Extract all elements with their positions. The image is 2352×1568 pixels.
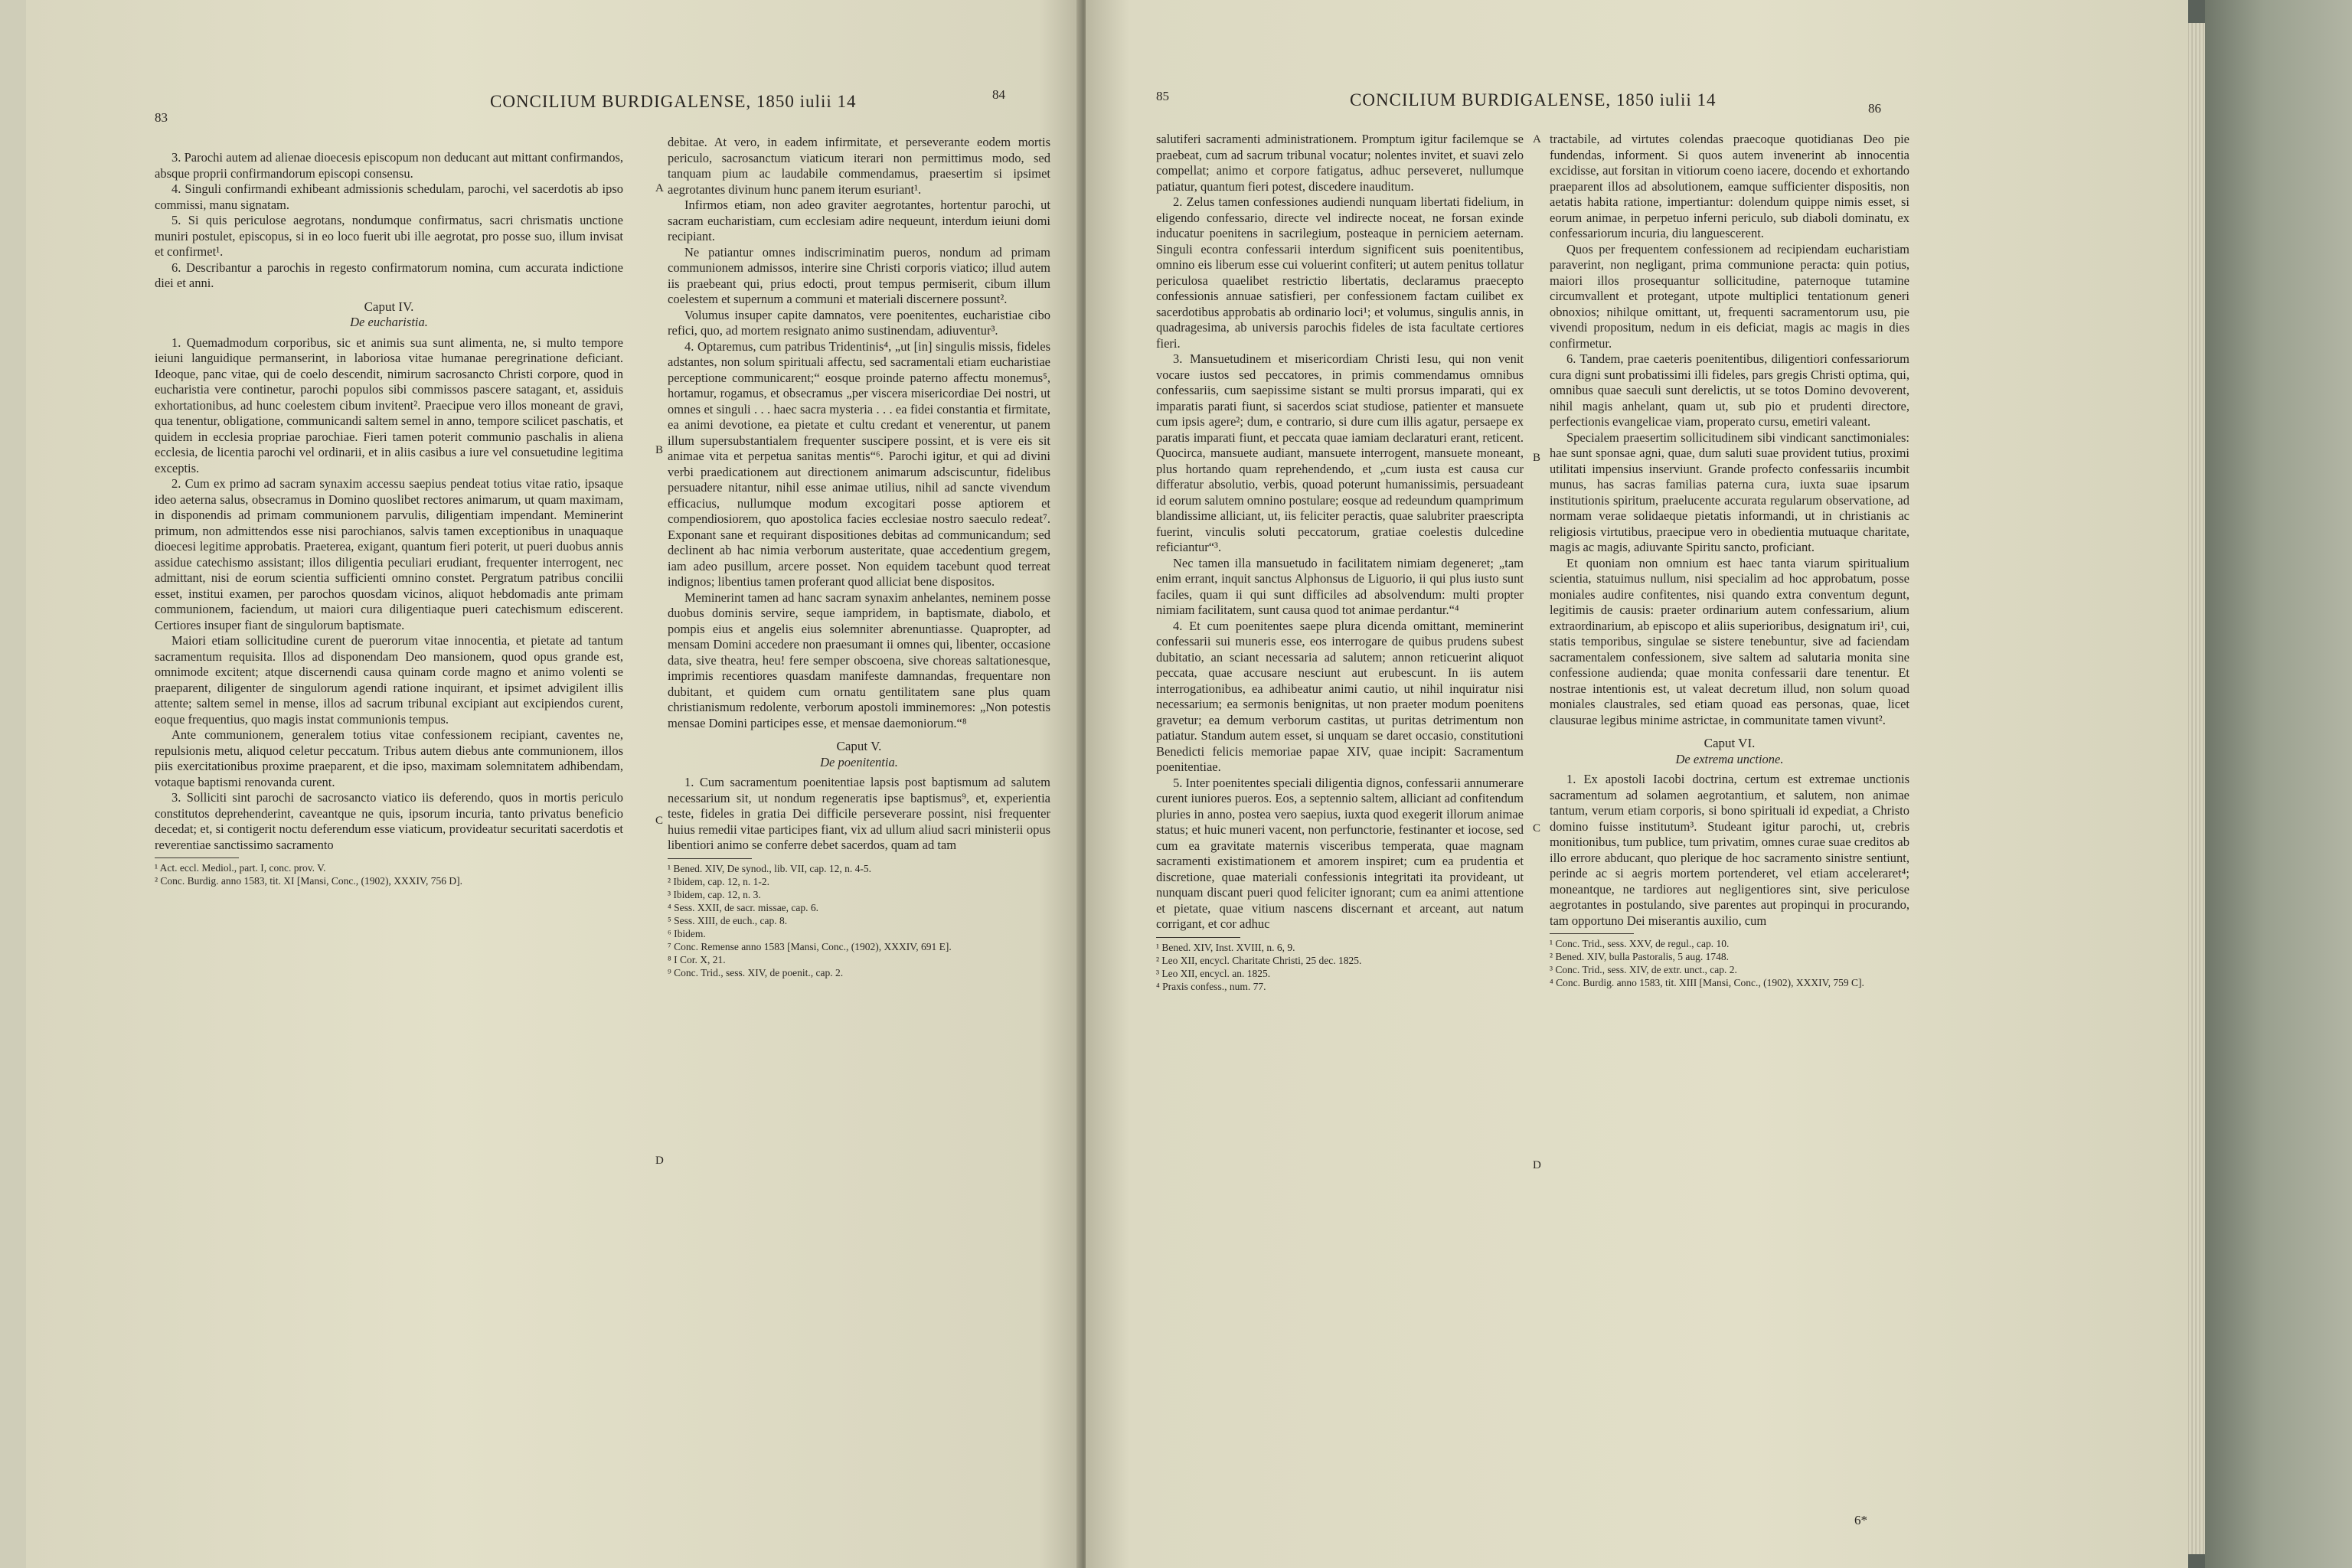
margin-letter-c: C (1533, 822, 1541, 835)
page-number-83: 83 (155, 110, 168, 125)
paragraph: 1. Quemadmodum corporibus, sic et animis sua sunt alimenta, ne, si multo tempore ieiuni languidique permanserint, in laboriosa vitae humanae peregrinatione deficiant. Ideoque, panc vitae, qui de coelo descendit, nimirum sacrosancto Christi corpore, quod in eucharistia vere continetur, parochi populos sibi commissos pascere satagant, et, assiduis exhortationibus, ad hunc coelestem cibum invitent². Praecipue vero illos moneant de gravi, qua tenentur, obligatione, communicandi saltem semel in anno, tempore scilicet paschatis, et quidem in ecclesia propriae parochiae. Fieri tamen poterit communio paschalis in aliena ecclesia, de licentia parochi vel ordinarii, et in aliis casibus a iure vel consuetudine legitima exceptis. (155, 335, 623, 475)
footnote: ³ Conc. Trid., sess. XIV, de extr. unct., cap. 2. (1550, 964, 1737, 975)
paragraph-group (1550, 132, 1909, 728)
column-1 (155, 150, 623, 887)
footnote: ⁵ Sess. XIII, de euch., cap. 8. (668, 914, 788, 926)
footnote: ³ Leo XII, encycl. an. 1825. (1156, 967, 1271, 979)
paragraph: Nec tamen illa mansuetudo in facilitatem nimiam degeneret; „tam enim errant, inquit sanctus Alphonsus de Liguorio, ii qui plus iusto sunt faciles, quam ii qui sunt difficiles ad absolvendum: multi propter nimiam facilitatem, sunt causa quod tot animae perdantur.“⁴ (1156, 555, 1524, 617)
column-4 (1550, 132, 1909, 989)
margin-letter-d: D (655, 1155, 664, 1167)
footnote: ² Conc. Burdig. anno 1583, tit. XI [Mansi, Conc., (1902), XXXIV, 756 D]. (155, 875, 463, 887)
chapter-title: Caput V. (836, 739, 882, 753)
paragraph: 3. Mansuetudinem et misericordiam Christi Iesu, qui non venit vocare iustos sed peccatores, in primis commendamus omnibus confessariis, cum saepissime sistant se multi prorsus imparati, qui ex imparatis parati fiunt, si sacerdos sciat studiose, patienter et mansuete cum ipsis agere²; dum, e contrario, si dure cum illis agatur, persaepe ex paratis imparati fiunt, et peccata quae iamiam declaraturi erant, reticent. Quocirca, mansuete audiant, mansuete interrogent, mansuete moneant, plus hortando quam reprehendendo, et „cum iusta est causa cur differatur absolutio, verbis, quoad poterunt humanissimis, persuadeant id eorum salutem omnino postulare; eosque ad redeundum quamprimum blandissime alliciant, ut, iis feliciter peractis, quae salubriter praescripta fuerint, vinculis soluti peccatorum, gratiae coelestis dulcedine reficiantur“³. (1156, 351, 1524, 554)
chapter-subtitle: De poenitentia. (820, 754, 898, 769)
margin-letter-a: A (655, 182, 664, 194)
page-number-85: 85 (1156, 89, 1169, 103)
left-page (26, 0, 1081, 1568)
footnote: ⁹ Conc. Trid., sess. XIV, de poenit., cap. 2. (668, 966, 844, 978)
paragraph: 3. Solliciti sint parochi de sacrosancto viatico iis deferendo, quos in mortis periculo constitutos deprehenderint, caveantque ne quis, ipsorum incuria, tanto privatus beneficio decedat; et, si contigerit noctu deferendum esse viaticum, provideatur securitati sacerdotis et reverentiae sanctissimo sacramento (155, 790, 623, 852)
footnote: ² Leo XII, encycl. Charitate Christi, 25 dec. 1825. (1156, 954, 1362, 966)
running-head-right: CONCILIUM BURDIGALENSE, 1850 iulii 14 (1350, 90, 1717, 109)
paragraph-group (668, 135, 1050, 731)
margin-letter-d: D (1533, 1159, 1541, 1171)
paragraph: 4. Et cum poenitentes saepe plura dicenda omittant, meminerint confessarii sui muneris esse, eos interrogare de quibus prudens subest dubitatio, an sciant necessaria ad salutem; annon reticuerint aliquot peccata, quae accusare nesciunt aut erubescunt. In iis autem interrogationibus, ea adhibeatur animi cautio, ut nihil inquiratur nisi necessarium; ea sermonis benignitas, ut non praeter modum poenitens gravetur; ea demum verborum castitas, ut puritas detrimentum non patiatur. Standum autem esset, si unquam se daret occasio, constitutioni Benedicti felicis memoriae papae XIV, quae incipit: Sacramentum poenitentiae. (1156, 618, 1524, 774)
paragraph: 2. Zelus tamen confessiones audiendi nunquam libertati fidelium, in eligendo confessario, directe vel indirecte noceat, ne forsan exinde inducatur poenitens in sacrilegium, posteaque in perniciem aeternam. Singuli econtra confessarii interdum significent suis poenitentibus, omnino eis liberum esse cui voluerint confiteri; ut autem penitus tollatur periculosa quaelibet restrictio libertatis, declaramus praecepto confessionis annuae satisfieri, per confessionem factam cuilibet ex sacerdotibus approbatis ab ordinario loci¹; et volumus, singulis annis, in quadragesima, ab universis parochis fideles de ista facultate certiores fieri. (1156, 194, 1524, 351)
paragraph-group (1156, 132, 1524, 933)
page-number-84: 84 (992, 87, 1005, 102)
footnote: ² Bened. XIV, bulla Pastoralis, 5 aug. 1748. (1550, 951, 1730, 962)
chapter-title: Caput VI. (1704, 736, 1756, 750)
paragraph: Specialem praesertim sollicitudinem sibi vindicant sanctimoniales: hae sunt sponsae agni, quae, dum saluti suae provident tutius, proximi utilitati impensius inserviunt. Grande profecto confessariis incumbit munus, has sacras familias paterna cura, iuxta suae ipsarum institutionis spiritum, praelucente accurata regularum observatione, ad normam verae solidaeque pietatis informandi, ut in christianis ac religiosis virtutibus, praecipue vero in obedientia mutuaque charitate, magis ac magis, adiuvante Spiritu sancto, proficiant. (1550, 430, 1909, 554)
chapter-subtitle: De eucharistia. (350, 315, 428, 329)
paragraph: 2. Cum ex primo ad sacram synaxim accessu saepius pendeat totius vitae ratio, ipsaque ideo aeterna salus, obsecramus in Domino quoslibet rectores animarum, ut quam maximam, in disponendis ad primam communionem parvulis, diligentiam impendant. Meminerint primum, non admittendos esse nisi parochianos, salvis tamen exceptionibus in unaquaque dioecesi legitime approbatis. Praeterea, exigant, quantum fieri poterit, ut pueri duobus annis assidue catechismo assistant; illos diligentia peculiari erudiant, frequenter interrogent, nec admittant, nisi de eorum scientia sufficienti omnino constet. Pergratum patribus concilii esset, institui examen, per parochos quosdam vicinos, aliquot hebdomadis ante primam communionem, faciendum, ut maiori cura diligentiaque pueri catechismum ediscerent. Certiores insuper fiant de singulorum baptismate. (155, 476, 623, 632)
paragraph: debitae. At vero, in eadem infirmitate, et perseverante eodem mortis periculo, sacrosanctum viaticum iterari non permittimus modo, sed tanquam pium ac laudabile commendamus, praesertim si ipsimet aegrotantes divinum hunc panem iterum esuriant¹. (668, 135, 1050, 197)
page-number-86: 86 (1868, 101, 1881, 116)
footnote-rule (1550, 933, 1634, 934)
footnote: ⁴ Sess. XXII, de sacr. missae, cap. 6. (668, 901, 819, 913)
paragraph: 3. Parochi autem ad alienae dioecesis episcopum non deducant aut mittant confirmandos, absque proprii confirmandorum episcopi consensu. (155, 150, 623, 181)
signature-mark: 6* (1854, 1513, 1867, 1527)
paragraph: Maiori etiam sollicitudine curent de puerorum vitae innocentia, et pietate ad tantum sacramentum requisita. Illos ad disponendam Deo mansionem, quod opus grande est, omnimode excitent; atque discernendi causa quinam corde magno et animo volenti se praeparent, diligenter de singulorum agendi ratione inquirant, et ipsimet advigilent illis attente; saltem semel in mense, illos ad sacrum tribunal excipiant aut excipiendos curent, eoque frequentius, quo magis instat communionis tempus. (155, 633, 623, 727)
paragraph: 1. Cum sacramentum poenitentiae lapsis post baptismum ad salutem necessarium sit, ut nondum regeneratis ipse baptismus⁹, et, experientia teste, fideles in gratia Dei difficile perseverare possint, nisi frequenter huius remedii vitae participes fiant, vix ad ullum aliud sacri ministerii opus libentiori animo se conferre debet sacerdos, quam ad tam (668, 775, 1050, 852)
paragraph: Volumus insuper capite damnatos, vere poenitentes, eucharistiae cibo refici, quo, ad mortem resignato animo sustinendam, adiuventur³. (668, 307, 1050, 338)
footnote: ¹ Act. eccl. Mediol., part. I, conc. prov. V. (155, 862, 326, 874)
paragraph: Ne patiantur omnes indiscriminatim pueros, nondum ad primam communionem admissos, interire sine Christi corporis viatico; illud autem iis praebeant qui, prius edocti, prout tempus permiserit, cibum illum coelestem et supernum a communi et materiali discernere possunt². (668, 244, 1050, 306)
footnote-rule (668, 858, 752, 859)
footnote: ¹ Conc. Trid., sess. XXV, de regul., cap. 10. (1550, 938, 1730, 949)
footnote-rule (1156, 937, 1240, 938)
paragraph: Infirmos etiam, non adeo graviter aegrotantes, hortentur parochi, ut sacram eucharistiam, cum ecclesiam adire nequeunt, interdum ieiuni domi recipiant. (668, 198, 1050, 243)
paragraph-group (1550, 772, 1909, 929)
paragraph: 4. Singuli confirmandi exhibeant admissionis schedulam, parochi, vel sacerdotis ab ipso commissi, manu signatam. (155, 181, 623, 212)
paragraph: tractabile, ad virtutes colendas praecoque quotidianas Deo pie fundendas, informent. Si quos autem invenerint ab innocentia excidisse, aut forsitan in vitiorum coeno iacere, docendo et exhortando praeparent illos ad absolutionem, eamque sufficienter dispositis, non aetatis habita ratione, impertiantur: dolendum quippe nimis esset, si eorum animae, in perpetuo inferni periculo, sub diaboli dominatu, ex confessariorum incuria, diu languescerent. (1550, 132, 1909, 240)
footnote: ² Ibidem, cap. 12, n. 1-2. (668, 875, 770, 887)
paragraph: 5. Si quis periculose aegrotans, nondumque confirmatus, sacri chrismatis unctione muniri postulet, episcopus, si in eo loco fuerit ubi ille aegrotat, pro posse suo, illum invisat et confirmet¹. (155, 213, 623, 259)
paragraph-group (155, 150, 623, 292)
column-3 (1156, 132, 1524, 993)
footnotes (1550, 937, 1909, 989)
right-page (1086, 0, 2188, 1568)
margin-letter-b: B (655, 444, 664, 456)
footnote: ⁴ Praxis confess., num. 77. (1156, 980, 1266, 992)
paragraph: Meminerint tamen ad hanc sacram synaxim anhelantes, neminem posse duobus dominis servire, seque iampridem, in baptismate, diabolo, et pompis eius et angelis eius solemniter abrenuntiasse. Quapropter, ad mensam Domini accedere non praesumant ii omnes qui, libenter, occasione data, sive theatra, heu! fere semper obscoena, sive choreas saltationesque, imprimis recentiores quasdam manifeste damnandas, frequentare non dubitant, et quidem cum ornatu gentilitatem sane plus quam christianismum redolente, verborum apostoli imminemores: „Non potestis mensae Domini participes esse, et mensae daemoniorum.“⁸ (668, 590, 1050, 730)
footnote: ⁶ Ibidem. (668, 927, 706, 939)
footnote: ⁴ Conc. Burdig. anno 1583, tit. XIII [Mansi, Conc., (1902), XXXIV, 759 C]. (1550, 977, 1864, 988)
margin-letter-a: A (1533, 133, 1541, 145)
paragraph-group (155, 335, 623, 854)
paragraph: salutiferi sacramenti administrationem. Promptum igitur facilemque se praebeat, cum ad sacrum tribunal vocatur; nolentes invitet, et suavi zelo compellat; animo et corpore fatigatus, adhuc perseveret, nullumque patiatur, quantum fieri potest, discedere inauditum. (1156, 132, 1524, 194)
paragraph: 1. Ex apostoli Iacobi doctrina, certum est extremae unctionis sacramentum ad solamen aegrotantium, et salutem, non animae tantum, verum etiam corporis, si bono spirituali id expediat, a Christo domino fuisse institutum³. Studeant igitur parochi, ut, crebris monitionibus, tum publice, tum privatim, omnes curae suae creditos ab illo errore abducant, quo plerique de hoc sacramento sinistre sentiunt, perinde ac si aegris mortem portenderet, vel etiam acceleraret⁴; moneantque, ne tardiores aut negligentiores sint, sive periculose aegrotantes in postulando, sive parentes aut propinqui in procurando, tam opportuno Dei miserantis auxilio, cum (1550, 772, 1909, 928)
footnotes (1156, 941, 1524, 993)
footnotes (155, 861, 623, 887)
paragraph: Ante communionem, generalem totius vitae confessionem recipiant, caventes ne, repulsionis metu, aliquod celetur peccatum. Tribus autem diebus ante communionem, illos piis exercitationibus proxime praeparent, et die ipso, maximam solemnitatem adhibendam, votaque baptismi renovanda curent. (155, 727, 623, 789)
chapter-title: Caput IV. (364, 299, 414, 314)
paragraph: 6. Tandem, prae caeteris poenitentibus, diligentiori confessariorum cura digni sunt probatissimi illi fideles, pars gregis Christi optima, qui, omnibus quae saeculi sunt derelictis, ut se totos Domino devoverent, nihil magis anhelant, quam ut, sub pio et prudenti directore, perfectionis evangelicae viam, properato cursu, emetiri valeant. (1550, 351, 1909, 429)
footnote: ³ Ibidem, cap. 12, n. 3. (668, 888, 761, 900)
background-surface (2205, 0, 2352, 1568)
running-head-left: CONCILIUM BURDIGALENSE, 1850 iulii 14 (490, 92, 857, 111)
footnote: ¹ Bened. XIV, De synod., lib. VII, cap. 12, n. 4-5. (668, 862, 872, 874)
paragraph: 4. Optaremus, cum patribus Tridentinis⁴, „ut [in] singulis missis, fideles adstantes, non solum spirituali affectu, sed sacramentali etiam eucharistiae perceptione communicarent;“ eosque proinde paterno affectu monemus⁵, hortamur, rogamus, et obsecramus „per viscera misericordiae Dei nostri, ut omnes et singuli . . . haec sacra mysteria . . . ea fidei constantia et firmitate, ea animi devotione, ea pietate et cultu credant et venerentur, ut panem illum supersubstantialem frequenter suscipere possint, et is vere eis sit animae vita et perpetua sanitas mentis“⁶. Parochi igitur, et qui ad divini verbi praedicationem aut directionem animarum adsciscuntur, fidelibus persuadere nitantur, nihil esse animae utilius, nihil ad sancte vivendum efficacius, nullumque modum excogitari posse aptiorem et compendiosiorem, quo apostolica facies ecclesiae nostro saeculo redeat⁷. Exponant sane et requirant dispositiones debitas ad communicandum; sed declinent ab hac nimia verborum austeritate, quae accedentium gregem, iam adeo pusillum, arcere posset. Non equidem tacebunt quod terreat indignos; libentius tamen proferant quod alliciat bene dispositos. (668, 338, 1050, 589)
footnote: ⁷ Conc. Remense anno 1583 [Mansi, Conc., (1902), XXXIV, 691 E]. (668, 940, 952, 952)
paragraph: Et quoniam non omnium est haec tanta viarum spiritualium scientia, statuimus nullum, nisi specialim ad hoc approbatum, posse moniales audire confitentes, nisi quando extra conventum degunt, legitimis de causis: praeter ordinarium autem confessarium, alium extraordinarium, ab episcopo et aliis superioribus, designatum iri¹, cui, statis temporibus, singulae se sistere tenebuntur, sive ad faciendam sacramentalem confessionem, sive saltem ad salutaria monita sine confessione audienda; quae monita confessarii dare tenentur. Et nostrae intentionis est, ut valeat decretum illud, non solum quoad moniales claustrales, sed etiam quoad eas personas, quae, licet clausurae legibus minime astrictae, in communitate tamen vivunt². (1550, 555, 1909, 727)
paragraph: Quos per frequentem confessionem ad recipiendam eucharistiam paraverint, non negligant, prima communione peracta: quin potius, maiori illos prosequantur sollicitudine, paternoque tutamine circumvallent et protegant, utpote multiplici tentationum generi obnoxios; nihilque omittant, ut, frequenti sacramentorum usu, pie vivendi propositum, nedum in eis deficiat, magis ac magis in dies confirmetur. (1550, 241, 1909, 351)
margin-letter-c: C (655, 815, 664, 827)
footnote: ⁸ I Cor. X, 21. (668, 953, 726, 965)
footnote: ¹ Bened. XIV, Inst. XVIII, n. 6, 9. (1156, 941, 1295, 953)
paragraph-group (668, 775, 1050, 854)
footnotes (668, 862, 1050, 979)
column-2 (668, 135, 1050, 979)
paragraph: 5. Inter poenitentes speciali diligentia dignos, confessarii annumerare curent iuniores pueros. Eos, a septennio saltem, alliciant ad confitendum pluries in anno, postea vero saepius, iuxta quod exegerit illorum animae status; et huic muneri vacent, non perfunctorie, festinanter et iocose, sed cum ea gravitate maternis visceribus temperata, quae magnam sacramenti existimationem et amorem inspiret; cum ea prudentia et discretione, quae materiali confessionis integritati ita provideant, ut nunquam discant pueri quod feliciter ignorant; cum ea animi attentione et pietate, quae vitium nascens discernant et arceant, aut natum corrigant, et cor adhuc (1156, 775, 1524, 931)
chapter-subtitle: De extrema unctione. (1675, 751, 1784, 766)
book-left-edge (0, 0, 26, 1568)
margin-letter-b: B (1533, 452, 1541, 464)
paragraph: 6. Describantur a parochis in regesto confirmatorum nomina, cum accurata indictione diei et anni. (155, 260, 623, 290)
